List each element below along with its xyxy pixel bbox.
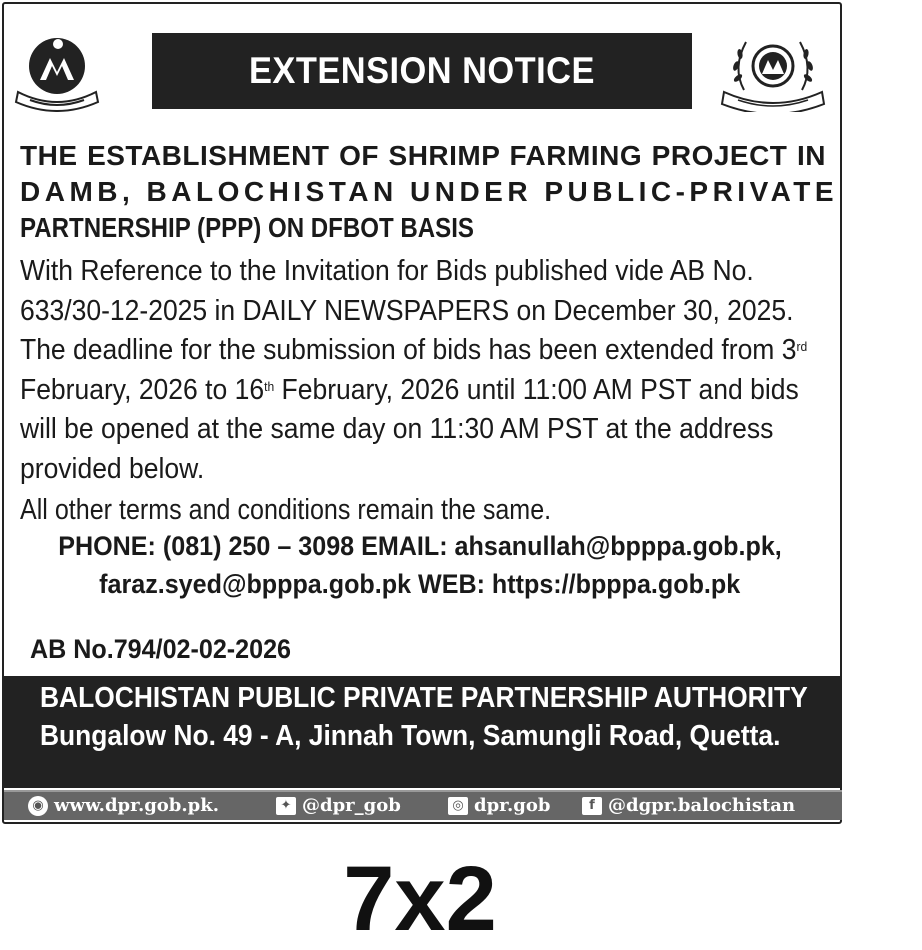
social-twitter: ✦ @dpr_gob — [276, 795, 401, 816]
page-title: EXTENSION NOTICE — [249, 50, 595, 91]
contact-line-2: faraz.syed@bpppa.gob.pk WEB: https://bpppa.gob.pk — [99, 569, 741, 599]
instagram-icon: ◎ — [448, 797, 468, 815]
dgpr-seal-logo — [714, 28, 832, 112]
social-instagram: ◎ dpr.gob — [448, 795, 550, 816]
government-emblem-logo — [10, 28, 104, 112]
facebook-icon: f — [582, 797, 602, 815]
social-facebook: f @dgpr.balochistan — [582, 795, 795, 816]
authority-address: Bungalow No. 49 - A, Jinnah Town, Samungli Road, Quetta. — [40, 720, 781, 752]
twitter-icon: ✦ — [276, 797, 296, 815]
heading-line-3: PARTNERSHIP (PPP) ON DFBOT BASIS — [20, 212, 474, 243]
heading-line-2: DAMB, BALOCHISTAN UNDER PUBLIC-PRIVATE — [20, 176, 839, 207]
body-line-3: The deadline for the submission of bids has been extended from 3rd — [20, 334, 808, 366]
body-line-5: will be opened at the same day on 11:30 AM PST at the address — [20, 413, 774, 445]
body-line-6: provided below. — [20, 452, 205, 485]
authority-name: BALOCHISTAN PUBLIC PRIVATE PARTNERSHIP AUTHORITY — [40, 682, 808, 714]
ad-size-label: 7x2 — [343, 848, 497, 950]
body-line-1: With Reference to the Invitation for Bids published vide AB No. — [20, 255, 754, 287]
authority-banner — [4, 676, 842, 788]
terms-note: All other terms and conditions remain the same. — [20, 494, 552, 526]
ab-number: AB No.794/02-02-2026 — [30, 634, 292, 664]
body-line-4: February, 2026 to 16th February, 2026 until 11:00 AM PST and bids — [20, 373, 799, 406]
contact-line-1: PHONE: (081) 250 – 3098 EMAIL: ahsanullah@bpppa.gob.pk, — [58, 531, 782, 561]
social-footer — [4, 790, 842, 820]
notice-body — [20, 252, 826, 489]
heading-line-1: THE ESTABLISHMENT OF SHRIMP FARMING PROJECT IN — [20, 140, 826, 171]
social-web: ◉ www.dpr.gob.pk. — [28, 795, 219, 816]
body-line-2: 633/30-12-2025 in DAILY NEWSPAPERS on December 30, 2025. — [20, 294, 794, 327]
project-heading — [20, 138, 839, 246]
globe-icon: ◉ — [28, 796, 48, 816]
title-banner — [152, 33, 692, 109]
